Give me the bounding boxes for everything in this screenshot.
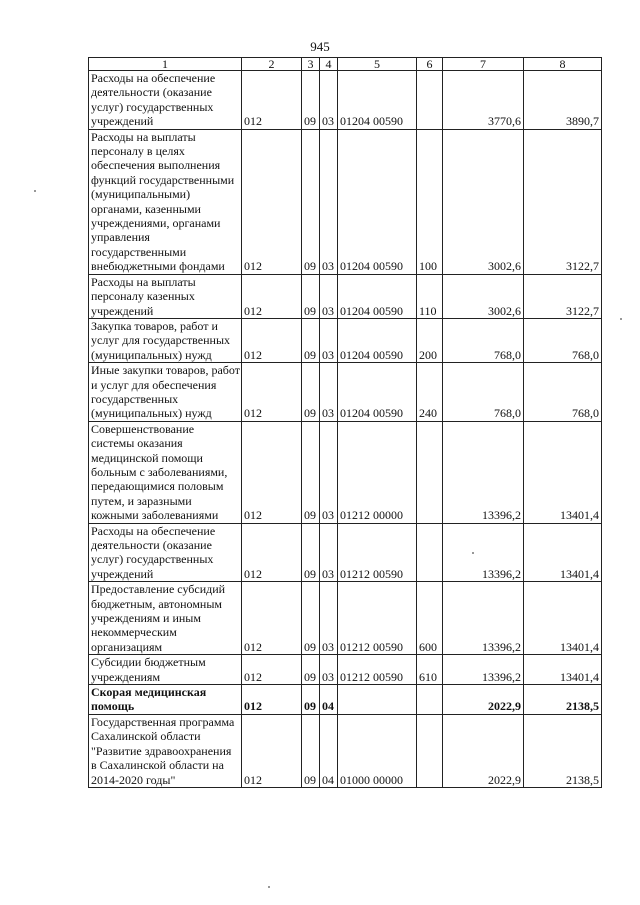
cell-ministry: 012 xyxy=(242,129,302,274)
row-name-cell: Расходы на выплаты персоналу казенных учреждений xyxy=(89,274,242,318)
cell-subsection: 04 xyxy=(320,685,338,715)
row-name-cell: Совершенствование системы оказания медицинской помощи больным с заболеваниями, передающимися половым путем, и заразными кожными заболеваниями xyxy=(89,421,242,523)
cell-target-code: 01212 00590 xyxy=(338,582,417,655)
cell-amount-year1: 2022,9 xyxy=(443,714,524,787)
cell-amount-year2: 13401,4 xyxy=(524,523,602,582)
row-name-cell: Государственная программа Сахалинской области "Развитие здравоохранения в Сахалинской области на 2014-2020 годы" xyxy=(89,714,242,787)
cell-amount-year1: 768,0 xyxy=(443,363,524,422)
cell-expense-type: 610 xyxy=(417,655,443,685)
cell-expense-type xyxy=(417,71,443,130)
cell-target-code: 01000 00000 xyxy=(338,714,417,787)
cell-expense-type: 200 xyxy=(417,318,443,362)
cell-amount-year2: 3122,7 xyxy=(524,129,602,274)
row-name-cell: Закупка товаров, работ и услуг для государственных (муниципальных) нужд xyxy=(89,318,242,362)
cell-expense-type xyxy=(417,685,443,715)
cell-target-code: 01204 00590 xyxy=(338,129,417,274)
cell-ministry: 012 xyxy=(242,523,302,582)
cell-target-code: 01212 00590 xyxy=(338,523,417,582)
cell-section: 09 xyxy=(302,714,320,787)
cell-section: 09 xyxy=(302,421,320,523)
cell-section: 09 xyxy=(302,71,320,130)
row-name-cell: Субсидии бюджетным учреждениям xyxy=(89,655,242,685)
cell-amount-year2: 768,0 xyxy=(524,318,602,362)
row-name-cell: Предоставление субсидий бюджетным, автономным учреждениям и иным некоммерческим организациям xyxy=(89,582,242,655)
budget-table xyxy=(88,57,602,788)
cell-ministry: 012 xyxy=(242,714,302,787)
cell-subsection: 03 xyxy=(320,71,338,130)
cell-section: 09 xyxy=(302,363,320,422)
cell-ministry: 012 xyxy=(242,685,302,715)
cell-amount-year2: 3122,7 xyxy=(524,274,602,318)
cell-amount-year1: 13396,2 xyxy=(443,582,524,655)
cell-ministry: 012 xyxy=(242,421,302,523)
table-row xyxy=(89,71,602,130)
cell-expense-type: 100 xyxy=(417,129,443,274)
cell-expense-type xyxy=(417,421,443,523)
cell-ministry: 012 xyxy=(242,318,302,362)
cell-subsection: 03 xyxy=(320,421,338,523)
cell-amount-year1: 13396,2 xyxy=(443,421,524,523)
table-row xyxy=(89,421,602,523)
table-row xyxy=(89,129,602,274)
cell-subsection: 03 xyxy=(320,363,338,422)
cell-ministry: 012 xyxy=(242,655,302,685)
table-row xyxy=(89,714,602,787)
column-header: 1 xyxy=(89,58,242,71)
cell-section: 09 xyxy=(302,523,320,582)
cell-amount-year1: 13396,2 xyxy=(443,655,524,685)
cell-amount-year2: 3890,7 xyxy=(524,71,602,130)
row-name-cell: Иные закупки товаров, работ и услуг для обеспечения государственных (муниципальных) нужд xyxy=(89,363,242,422)
scan-speck xyxy=(34,190,36,192)
cell-subsection: 03 xyxy=(320,274,338,318)
cell-section: 09 xyxy=(302,582,320,655)
cell-section: 09 xyxy=(302,685,320,715)
cell-amount-year2: 13401,4 xyxy=(524,421,602,523)
row-name-cell: Расходы на обеспечение деятельности (оказание услуг) государственных учреждений xyxy=(89,523,242,582)
cell-section: 09 xyxy=(302,129,320,274)
cell-subsection: 03 xyxy=(320,523,338,582)
cell-target-code: 01204 00590 xyxy=(338,363,417,422)
cell-section: 09 xyxy=(302,274,320,318)
cell-amount-year2: 2138,5 xyxy=(524,685,602,715)
cell-ministry: 012 xyxy=(242,71,302,130)
column-header: 6 xyxy=(417,58,443,71)
table-row-section xyxy=(89,685,602,715)
cell-amount-year2: 13401,4 xyxy=(524,655,602,685)
cell-amount-year2: 2138,5 xyxy=(524,714,602,787)
cell-subsection: 03 xyxy=(320,129,338,274)
cell-target-code: 01204 00590 xyxy=(338,274,417,318)
column-header: 2 xyxy=(242,58,302,71)
cell-section: 09 xyxy=(302,655,320,685)
table-row xyxy=(89,363,602,422)
cell-amount-year1: 768,0 xyxy=(443,318,524,362)
cell-expense-type: 600 xyxy=(417,582,443,655)
cell-expense-type: 110 xyxy=(417,274,443,318)
cell-ministry: 012 xyxy=(242,582,302,655)
row-name-cell: Расходы на обеспечение деятельности (оказание услуг) государственных учреждений xyxy=(89,71,242,130)
cell-target-code: 01212 00590 xyxy=(338,655,417,685)
scan-speck xyxy=(268,886,270,888)
cell-target-code: 01204 00590 xyxy=(338,318,417,362)
table-row xyxy=(89,582,602,655)
column-header: 5 xyxy=(338,58,417,71)
page-number: 945 xyxy=(310,39,330,54)
cell-target-code: 01212 00000 xyxy=(338,421,417,523)
table-row xyxy=(89,655,602,685)
scan-speck xyxy=(472,552,474,554)
column-header: 8 xyxy=(524,58,602,71)
cell-amount-year1: 3770,6 xyxy=(443,71,524,130)
cell-subsection: 03 xyxy=(320,655,338,685)
cell-target-code: 01204 00590 xyxy=(338,71,417,130)
cell-subsection: 03 xyxy=(320,318,338,362)
cell-amount-year1: 3002,6 xyxy=(443,129,524,274)
cell-subsection: 04 xyxy=(320,714,338,787)
cell-amount-year1: 3002,6 xyxy=(443,274,524,318)
cell-amount-year1: 2022,9 xyxy=(443,685,524,715)
cell-subsection: 03 xyxy=(320,582,338,655)
cell-expense-type: 240 xyxy=(417,363,443,422)
row-name-cell: Скорая медицинская помощь xyxy=(89,685,242,715)
cell-target-code xyxy=(338,685,417,715)
column-header: 4 xyxy=(320,58,338,71)
scan-speck xyxy=(620,318,622,320)
cell-expense-type xyxy=(417,714,443,787)
column-header: 3 xyxy=(302,58,320,71)
header-row xyxy=(89,58,602,71)
cell-expense-type xyxy=(417,523,443,582)
table-row xyxy=(89,523,602,582)
table-row xyxy=(89,274,602,318)
column-header: 7 xyxy=(443,58,524,71)
cell-amount-year2: 13401,4 xyxy=(524,582,602,655)
row-name-cell: Расходы на выплаты персоналу в целях обеспечения выполнения функций государственными (муниципальными) органами, казенными учреждениями, органами управления государственными внебюджетными фондами xyxy=(89,129,242,274)
cell-amount-year2: 768,0 xyxy=(524,363,602,422)
cell-ministry: 012 xyxy=(242,274,302,318)
table-row xyxy=(89,318,602,362)
cell-ministry: 012 xyxy=(242,363,302,422)
cell-amount-year1: 13396,2 xyxy=(443,523,524,582)
cell-section: 09 xyxy=(302,318,320,362)
